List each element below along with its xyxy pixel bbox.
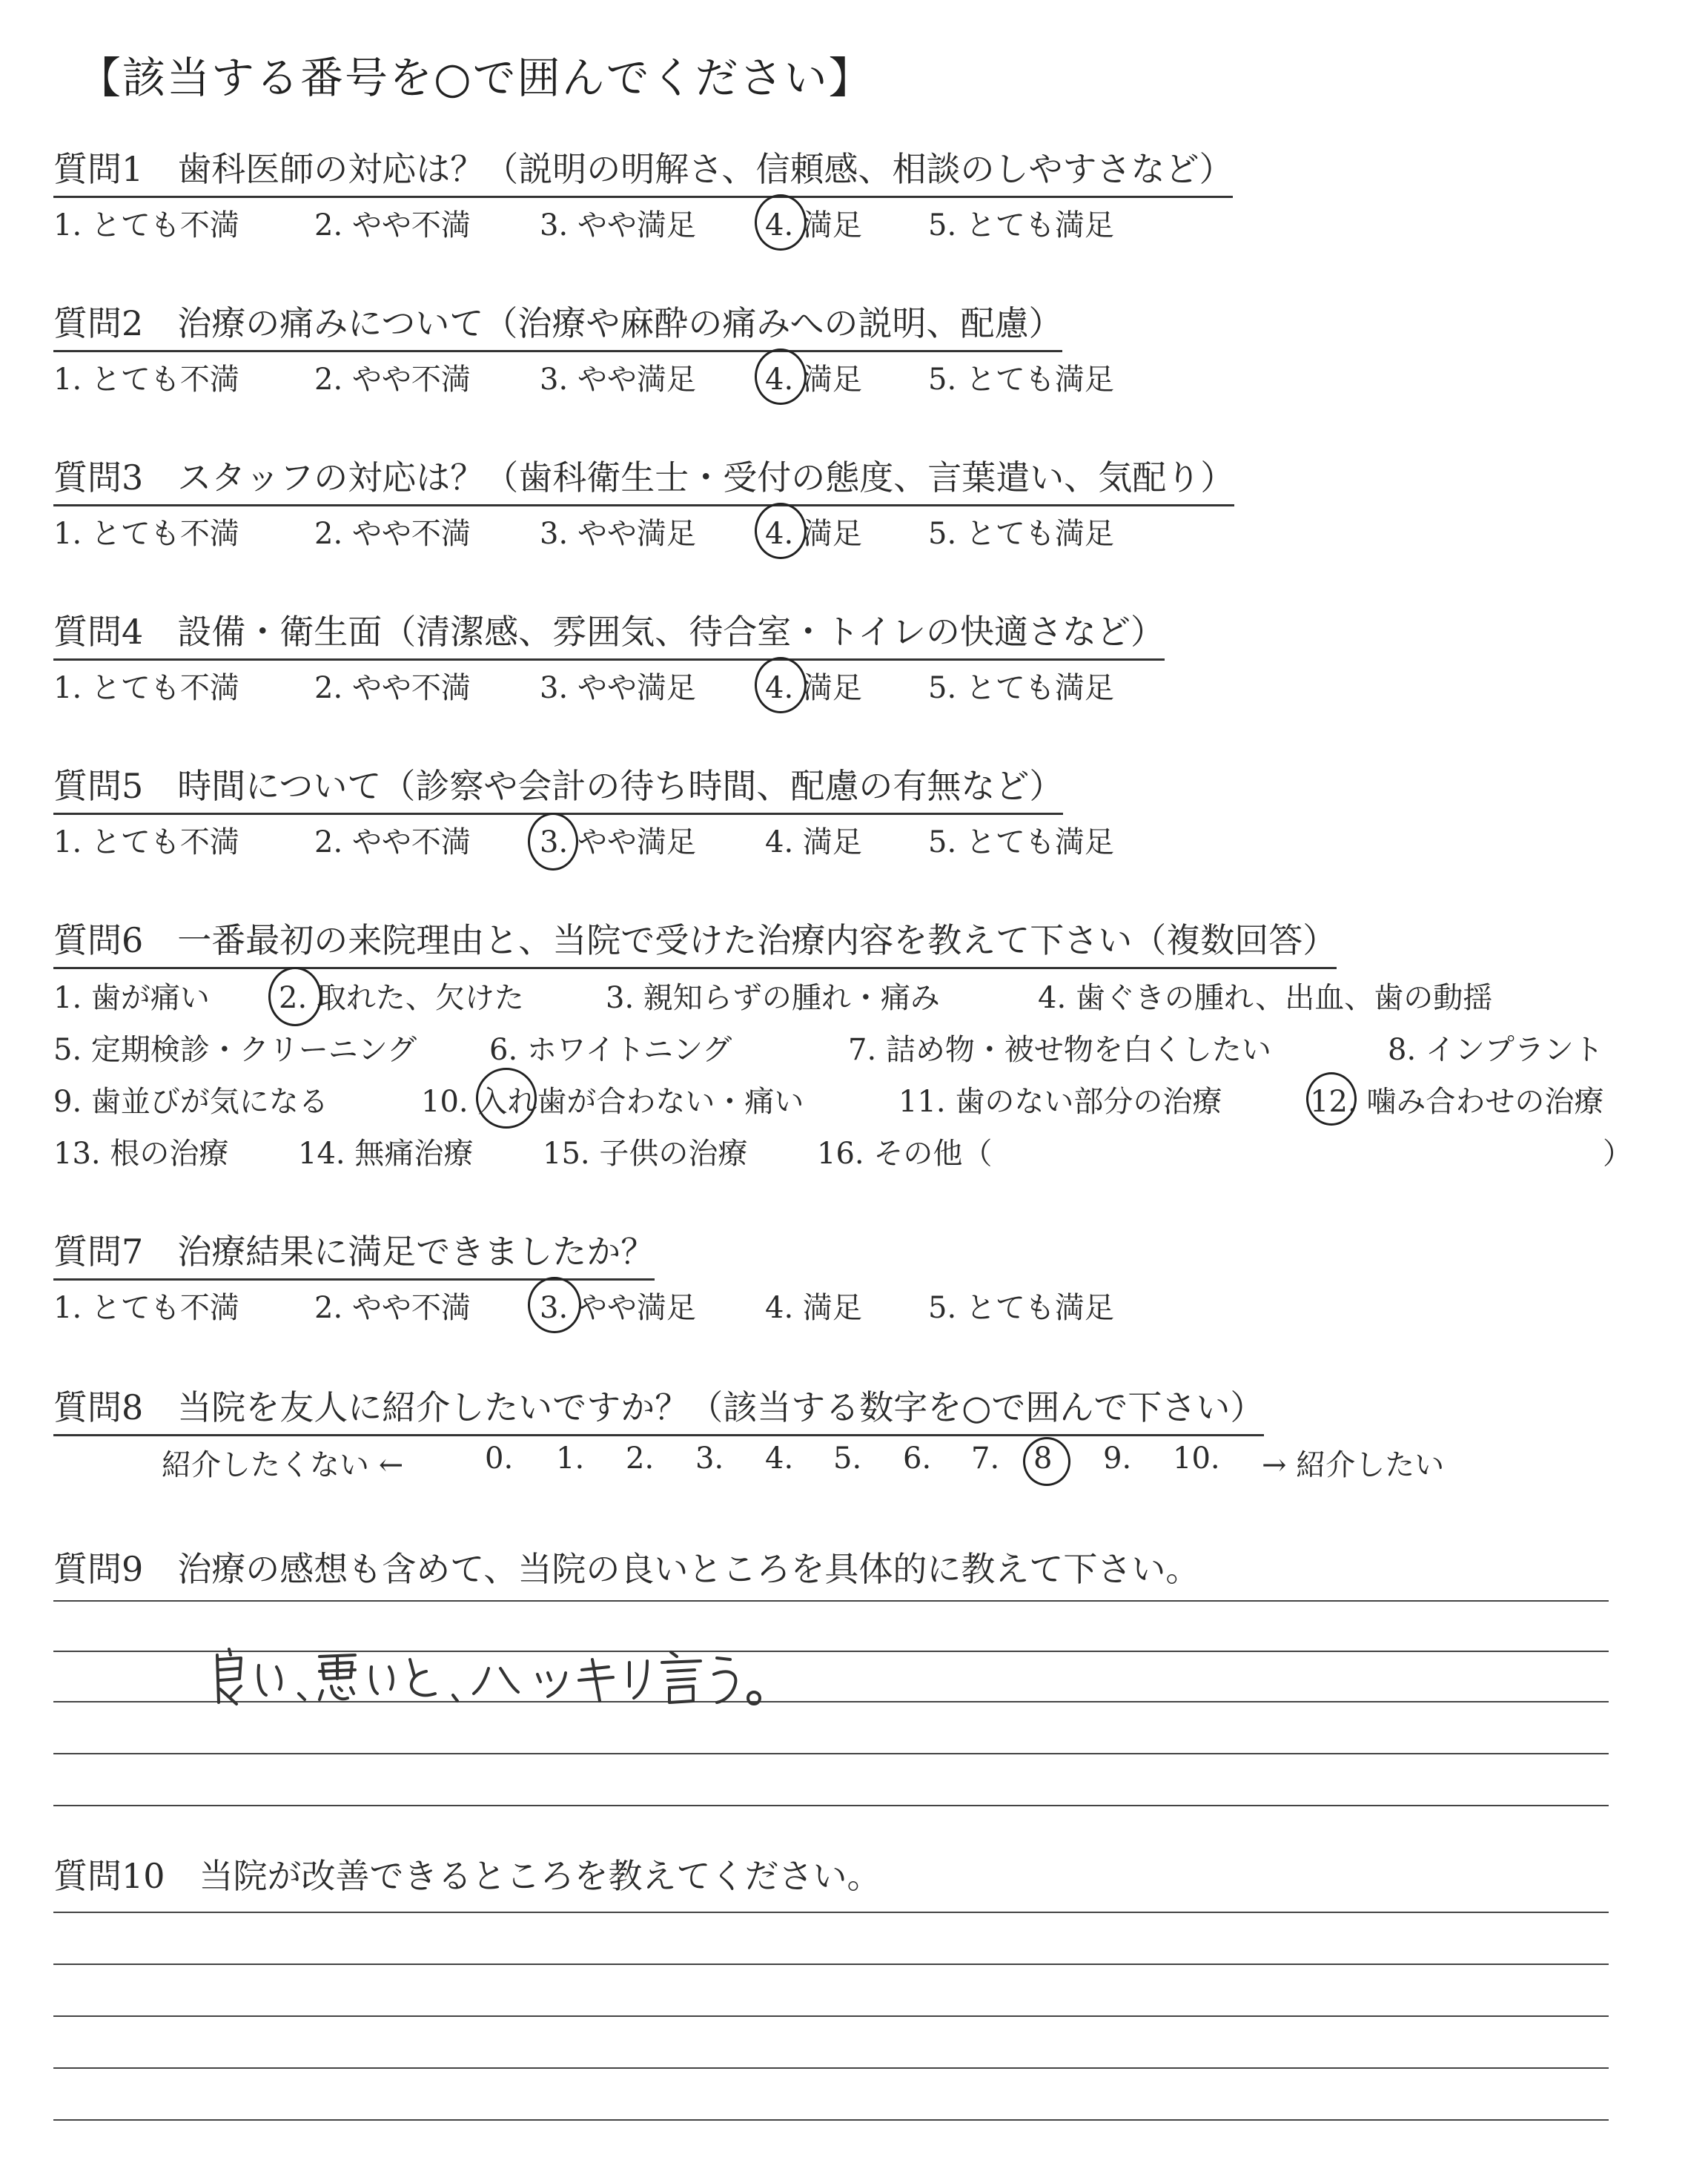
option-1[interactable]: 1. とても不満 (53, 363, 239, 397)
option-4[interactable]: 4. 満足 (765, 363, 862, 397)
handwritten-answer (199, 1645, 870, 1714)
question-10-title (53, 1849, 881, 1903)
option-3[interactable]: 3. やや満足 (540, 1291, 696, 1325)
option-4[interactable]: 4. 歯ぐきの腫れ、出血、歯の動揺 (1038, 981, 1493, 1015)
option-3[interactable]: 3. やや満足 (540, 671, 696, 705)
question-4-title (53, 605, 1165, 661)
question-text: スタッフの対応は？（歯科衛生士・受付の態度、言葉遣い、気配り） (177, 458, 1235, 498)
option-16[interactable]: 16. その他（ (817, 1137, 993, 1171)
question-6-title (53, 914, 1337, 969)
scale-4[interactable]: 4. (765, 1441, 794, 1476)
scale-0[interactable]: 0. (485, 1441, 514, 1476)
option-5[interactable]: 5. とても満足 (928, 671, 1114, 705)
question-text: 当院を友人に紹介したいですか？（該当する数字を○で囲んで下さい） (177, 1387, 1265, 1427)
option-2[interactable]: 2. やや不満 (314, 517, 471, 551)
question-number: 質問3 (53, 458, 144, 498)
option-2[interactable]: 2. やや不満 (314, 208, 471, 242)
question-9-title (53, 1542, 1199, 1596)
answer-line (53, 2015, 1609, 2017)
option-5[interactable]: 5. とても満足 (928, 825, 1114, 859)
answer-line (53, 1964, 1609, 1965)
option-3[interactable]: 3. やや満足 (540, 825, 696, 859)
question-text: 当院が改善できるところを教えてください。 (199, 1856, 881, 1896)
option-2[interactable]: 2. やや不満 (314, 1291, 471, 1325)
answer-line (53, 1912, 1609, 1913)
scale-5[interactable]: 5. (833, 1441, 862, 1476)
answer-line (53, 2067, 1609, 2069)
question-number: 質問10 (53, 1856, 165, 1896)
option-1[interactable]: 1. 歯が痛い (53, 981, 210, 1015)
question-text: 治療結果に満足できましたか？ (177, 1232, 655, 1272)
option-5[interactable]: 5. とても満足 (928, 517, 1114, 551)
question-7-title (53, 1225, 655, 1281)
option-5[interactable]: 5. とても満足 (928, 1291, 1114, 1325)
option-5[interactable]: 5. 定期検診・クリーニング (53, 1033, 417, 1067)
option-5[interactable]: 5. とても満足 (928, 363, 1114, 397)
other-close-paren: ） (1603, 1137, 1632, 1171)
option-3[interactable]: 3. やや満足 (540, 208, 696, 242)
scale-6[interactable]: 6. (903, 1441, 932, 1476)
option-5[interactable]: 5. とても満足 (928, 208, 1114, 242)
scale-3[interactable]: 3. (695, 1441, 724, 1476)
option-2[interactable]: 2. やや不満 (314, 825, 471, 859)
option-2[interactable]: 2. やや不満 (314, 671, 471, 705)
option-10[interactable]: 10. 入れ歯が合わない・痛い (421, 1085, 804, 1119)
question-text: 歯科医師の対応は？（説明の明解さ、信頼感、相談のしやすさなど） (177, 149, 1234, 189)
option-4[interactable]: 4. 満足 (765, 517, 862, 551)
scale-8[interactable]: 8 (1033, 1441, 1053, 1476)
handwriting-image (202, 1645, 870, 1711)
scale-9[interactable]: 9. (1103, 1441, 1132, 1476)
option-1[interactable]: 1. とても不満 (53, 1291, 239, 1325)
scale-left-label: 紹介したくない ← (162, 1448, 404, 1482)
option-4[interactable]: 4. 満足 (765, 208, 862, 242)
answer-line (53, 1600, 1609, 1602)
option-3[interactable]: 3. やや満足 (540, 517, 696, 551)
scale-1[interactable]: 1. (556, 1441, 585, 1476)
answer-line (53, 2119, 1609, 2121)
option-1[interactable]: 1. とても不満 (53, 825, 239, 859)
question-text: 設備・衛生面（清潔感、雰囲気、待合室・トイレの快適さなど） (177, 612, 1165, 652)
option-2[interactable]: 2. やや不満 (314, 363, 471, 397)
option-11[interactable]: 11. 歯のない部分の治療 (898, 1085, 1222, 1119)
question-number: 質問5 (53, 766, 144, 806)
option-3[interactable]: 3. やや満足 (540, 363, 696, 397)
option-15[interactable]: 15. 子供の治療 (543, 1137, 748, 1171)
option-1[interactable]: 1. とても不満 (53, 208, 239, 242)
scale-right-label: → 紹介したい (1262, 1448, 1445, 1482)
option-1[interactable]: 1. とても不満 (53, 517, 239, 551)
question-2-title (53, 297, 1062, 352)
answer-line (53, 1805, 1609, 1806)
option-4[interactable]: 4. 満足 (765, 825, 862, 859)
question-number: 質問1 (53, 149, 144, 189)
question-8-title (53, 1381, 1264, 1436)
question-3-title (53, 451, 1234, 506)
scale-7[interactable]: 7. (971, 1441, 1000, 1476)
question-number: 質問6 (53, 920, 144, 960)
question-1-title (53, 142, 1233, 198)
question-text: 一番最初の来院理由と、当院で受けた治療内容を教えて下さい（複数回答） (177, 920, 1337, 960)
question-text: 治療の痛みについて（治療や麻酔の痛みへの説明、配慮） (177, 303, 1063, 343)
option-12[interactable]: 12. 噛み合わせの治療 (1310, 1085, 1604, 1119)
option-13[interactable]: 13. 根の治療 (53, 1137, 229, 1171)
scale-2[interactable]: 2. (626, 1441, 655, 1476)
option-7[interactable]: 7. 詰め物・被せ物を白くしたい (848, 1033, 1271, 1067)
option-14[interactable]: 14. 無痛治療 (298, 1137, 474, 1171)
option-1[interactable]: 1. とても不満 (53, 671, 239, 705)
answer-line (53, 1753, 1609, 1754)
question-number: 質問2 (53, 303, 144, 343)
question-number: 質問8 (53, 1387, 144, 1427)
question-number: 質問4 (53, 612, 144, 652)
option-9[interactable]: 9. 歯並びが気になる (53, 1085, 328, 1119)
scale-10[interactable]: 10. (1173, 1441, 1220, 1476)
option-6[interactable]: 6. ホワイトニング (489, 1033, 732, 1067)
option-4[interactable]: 4. 満足 (765, 1291, 862, 1325)
option-4[interactable]: 4. 満足 (765, 671, 862, 705)
option-3[interactable]: 3. 親知らずの腫れ・痛み (606, 981, 940, 1015)
option-8[interactable]: 8. インプラント (1388, 1033, 1603, 1067)
question-number: 質問7 (53, 1232, 144, 1272)
question-5-title (53, 759, 1063, 815)
option-2[interactable]: 2. 取れた、欠けた (279, 981, 524, 1015)
question-text: 時間について（診察や会計の待ち時間、配慮の有無など） (177, 766, 1064, 806)
question-text: 治療の感想も含めて、当院の良いところを具体的に教えて下さい。 (177, 1549, 1200, 1589)
question-number: 質問9 (53, 1549, 144, 1589)
page-title: 【該当する番号を○で囲んでください】 (78, 53, 873, 103)
